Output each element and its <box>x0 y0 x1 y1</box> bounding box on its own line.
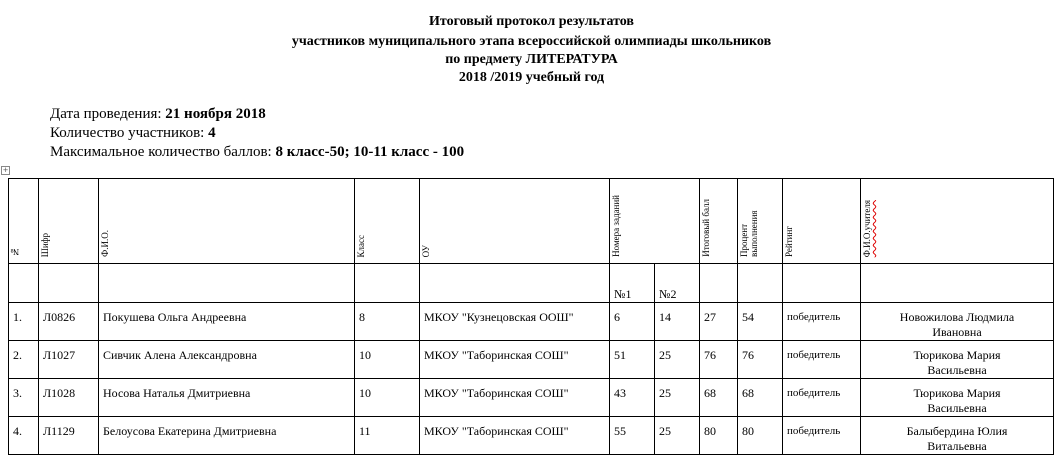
header-total: Итоговый балл <box>700 179 738 264</box>
info-count-value: 4 <box>208 125 216 141</box>
doc-title-subject: ЛИТЕРАТУРА <box>525 52 618 67</box>
table-move-handle-icon[interactable]: + <box>2 166 9 174</box>
info-max-label: Максимальное количество баллов: <box>50 144 276 160</box>
header-grade: Класс <box>355 179 420 264</box>
header-cipher: Шифр <box>39 179 99 264</box>
table-row: 1. Л0826 Покушева Ольга Андреевна 8 МКОУ "Кузнецовская ООШ" 6 14 27 54 победитель Новожилова Людмила Ивановна <box>9 303 1054 341</box>
subheader-row <box>9 264 1054 303</box>
header-rating: Рейтинг <box>783 179 861 264</box>
info-date <box>50 105 266 123</box>
header-fio: Ф.И.О. <box>99 179 355 264</box>
header-tasks: Номера заданий <box>610 179 700 264</box>
doc-title-line1: Итоговый протокол результатов <box>428 14 634 29</box>
doc-title-line4: 2018 /2019 учебный год <box>458 70 605 85</box>
results-table <box>8 178 1054 455</box>
header-row <box>9 179 1054 264</box>
doc-title-line2: участников муниципального этапа всероссийской олимпиады школьников <box>291 34 772 49</box>
info-date-label: Дата проведения: <box>50 106 166 122</box>
info-max-value: 8 класс-50; 10-11 класс - 100 <box>275 144 465 160</box>
info-count <box>50 124 216 142</box>
table-row: 2. Л1027 Сивчик Алена Александровна 10 МКОУ "Таборинская СОШ" 51 25 76 76 победитель Тюрикова Мария Васильевна <box>9 341 1054 379</box>
table-row: 3. Л1028 Носова Наталья Дмитриевна 10 МКОУ "Таборинская СОШ" 43 25 68 68 победитель Тюрикова Мария Васильевна <box>9 379 1054 417</box>
info-max <box>50 143 464 161</box>
subheader-task1: №1 <box>610 264 655 303</box>
header-percent: Процент выполнения <box>738 179 783 264</box>
header-teacher: Ф.И.О.учителя <box>861 179 1054 264</box>
doc-title-prefix: по предмету <box>445 52 526 67</box>
table-row: 4. Л1129 Белоусова Екатерина Дмитриевна 11 МКОУ "Таборинская СОШ" 55 25 80 80 победитель Балыбердина Юлия Витальевна <box>9 417 1054 455</box>
header-school: ОУ <box>420 179 610 264</box>
header-num: № <box>9 179 39 264</box>
info-date-value: 21 ноября 2018 <box>165 106 266 122</box>
subheader-task2: №2 <box>655 264 700 303</box>
info-count-label: Количество участников: <box>50 125 209 141</box>
doc-title-line3 <box>0 50 1063 70</box>
